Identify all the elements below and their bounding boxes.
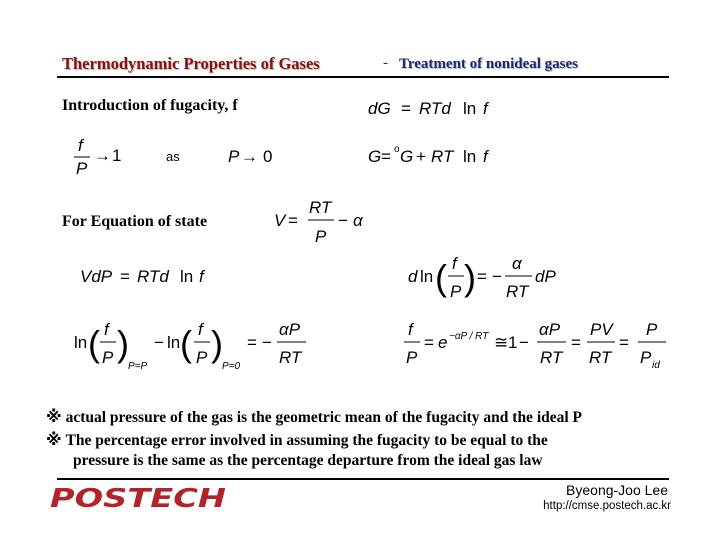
note-percentage-error-cont: pressure is the same as the percentage departure from the ideal gas law bbox=[73, 452, 543, 469]
eq-V-alpha: α bbox=[353, 211, 363, 230]
slide-title: Thermodynamic Properties of Gases bbox=[62, 54, 320, 73]
eq-dln-RT: RT bbox=[506, 282, 529, 301]
eq-lim-arrow: → bbox=[94, 146, 111, 165]
eq-apx-one: 1 bbox=[508, 333, 518, 352]
eq-dln-d: d bbox=[408, 267, 418, 286]
eq-VdP-eq: = bbox=[120, 267, 130, 286]
eq-apx-eq2: = bbox=[571, 333, 581, 352]
note-percentage-error bbox=[46, 430, 548, 450]
eq-apx-exp: −αP / RT bbox=[449, 331, 489, 342]
note-text-1: actual pressure of the gas is the geometric mean of the fugacity and the ideal P bbox=[65, 409, 583, 426]
fugacity-intro-heading bbox=[62, 97, 238, 115]
postech-logo bbox=[50, 483, 230, 511]
eq-apx-RT2: RT bbox=[589, 348, 612, 367]
eq-G-degree: o bbox=[394, 144, 400, 155]
eq-lnr-ln-1: ln bbox=[74, 333, 88, 352]
equation-limit bbox=[74, 136, 134, 178]
eq-V-eq: = bbox=[288, 211, 298, 230]
equation-approx bbox=[404, 318, 674, 374]
eq-plim-arrow: → bbox=[241, 147, 258, 166]
eq-VdP-rtd: RTd bbox=[137, 267, 169, 286]
eq-V-P: P bbox=[315, 227, 327, 246]
eq-lnr-minus: − bbox=[154, 333, 164, 352]
eq-apx-aP: αP bbox=[539, 320, 561, 339]
slide-subtitle: Treatment of nonideal gases bbox=[399, 56, 579, 72]
eq-lim-f: f bbox=[78, 136, 83, 155]
eq-dln-lparen: ( bbox=[435, 257, 447, 298]
equation-V bbox=[274, 198, 374, 248]
eq-apx-Pid: P bbox=[640, 348, 652, 367]
header-rule bbox=[57, 76, 669, 78]
title-separator: - bbox=[383, 55, 388, 71]
eq-G-std: G bbox=[400, 147, 414, 166]
eq-VdP-lhs: VdP bbox=[80, 267, 113, 286]
as-label: as bbox=[166, 149, 180, 164]
eq-VdP-ln: ln bbox=[180, 267, 194, 286]
eq-lnr-P-2: P bbox=[196, 348, 208, 367]
eq-dln-alpha: α bbox=[512, 254, 522, 273]
eos-heading: For Equation of state bbox=[62, 213, 208, 230]
reference-mark-icon: ※ bbox=[46, 407, 62, 426]
equation-G bbox=[368, 142, 508, 168]
eq-lnr-f-1: f bbox=[104, 320, 109, 339]
eq-lnr-rparen-2: ) bbox=[211, 323, 223, 364]
eq-dln-ln: ln bbox=[420, 267, 434, 286]
equation-P-limit bbox=[228, 144, 288, 168]
eq-dln-dP: dP bbox=[535, 267, 556, 286]
footer-url[interactable]: http://cmse.postech.ac.kr bbox=[543, 500, 671, 512]
eq-dG-ln: ln bbox=[463, 99, 477, 118]
eq-dln-minus: − bbox=[492, 267, 502, 286]
eq-apx-P2: P bbox=[646, 320, 658, 339]
eq-plim-P: P bbox=[228, 147, 240, 166]
eq-apx-minus: − bbox=[519, 333, 529, 352]
eq-lnr-eq: = bbox=[247, 333, 257, 352]
eq-dG-eq: = bbox=[401, 99, 411, 118]
eq-lnr-sub-1: P=P bbox=[128, 361, 148, 372]
reference-mark-icon: ※ bbox=[46, 430, 62, 449]
fugacity-intro-text: Introduction of fugacity, f bbox=[62, 97, 238, 114]
eq-dln-f: f bbox=[452, 254, 457, 273]
eq-lnr-sub-2: P=0 bbox=[222, 361, 241, 372]
eq-lnr-lparen-1: ( bbox=[88, 323, 100, 364]
equation-dG bbox=[368, 94, 508, 124]
eq-apx-RT: RT bbox=[540, 348, 563, 367]
eq-V-minus: − bbox=[338, 211, 348, 230]
eq-lnr-RT: RT bbox=[279, 348, 302, 367]
eq-lnr-aP: αP bbox=[279, 320, 301, 339]
eq-apx-approx: ≅ bbox=[494, 333, 509, 352]
eq-apx-id: id bbox=[652, 360, 660, 371]
eq-dln-rparen: ) bbox=[464, 257, 476, 298]
eq-apx-PV: PV bbox=[590, 320, 613, 339]
eq-G-lhs: G bbox=[368, 147, 382, 166]
eq-dG-rtd: RTd bbox=[419, 99, 451, 118]
eq-G-f: f bbox=[483, 147, 488, 166]
eq-lnr-neg: − bbox=[262, 333, 272, 352]
eq-G-RT: RT bbox=[431, 147, 454, 166]
eq-lnr-lparen-2: ( bbox=[180, 323, 192, 364]
equation-dln bbox=[408, 252, 568, 304]
eq-dG-lhs: dG bbox=[368, 99, 391, 118]
eq-VdP-f: f bbox=[199, 267, 204, 286]
eq-plim-zero: 0 bbox=[263, 147, 273, 166]
eq-dln-eq: = bbox=[477, 267, 487, 286]
equation-ln-ratio bbox=[74, 318, 324, 374]
eq-V-RT: RT bbox=[309, 198, 332, 217]
equation-VdP bbox=[80, 264, 210, 290]
eq-lnr-f-2: f bbox=[198, 320, 203, 339]
note-geometric-mean bbox=[46, 407, 582, 427]
eq-apx-eq: = bbox=[424, 333, 434, 352]
eq-dG-f: f bbox=[483, 99, 488, 118]
eq-G-ln: ln bbox=[463, 147, 477, 166]
eq-lnr-ln-2: ln bbox=[167, 333, 181, 352]
eq-lnr-rparen-1: ) bbox=[117, 323, 129, 364]
eq-G-eq: = bbox=[381, 147, 391, 166]
postech-logo-text: POSTECH bbox=[50, 484, 227, 511]
footer-rule bbox=[57, 478, 669, 480]
author-name: Byeong-Joo Lee bbox=[566, 482, 668, 498]
eq-V-lhs: V bbox=[274, 211, 286, 230]
eq-apx-eq3: = bbox=[619, 333, 629, 352]
eq-lim-P: P bbox=[76, 159, 88, 178]
eq-lnr-P-1: P bbox=[102, 348, 114, 367]
eq-dln-P: P bbox=[450, 282, 462, 301]
eq-apx-P: P bbox=[406, 348, 418, 367]
eq-lim-one: 1 bbox=[112, 146, 122, 165]
eq-apx-f: f bbox=[408, 320, 413, 339]
eq-G-plus: + bbox=[416, 147, 426, 166]
note-text-2: The percentage error involved in assuming the fugacity to be equal to the bbox=[65, 432, 548, 449]
eq-apx-e: e bbox=[438, 333, 448, 352]
